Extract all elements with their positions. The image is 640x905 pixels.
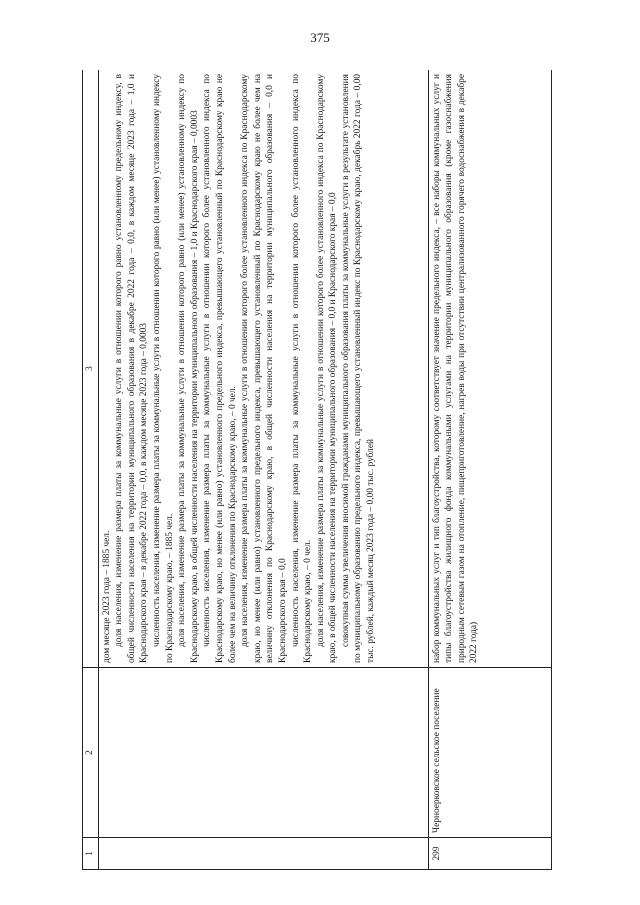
header-col-3: 3 bbox=[83, 70, 99, 668]
indicator-paragraph: дом месяце 2023 года – 1885 чел. bbox=[101, 530, 112, 663]
indicator-paragraph: численность населения, изменение размера платы за коммунальные услуги в отношении которого более установленного индекса по Краснодарскому краю, но менее (или равно) установленного предельного индекса, превышающего установленный по Краснодарскому краю не более чем на величину отклонения по Краснодарскому краю, – 0 чел. bbox=[202, 74, 238, 663]
indicator-paragraph: набор коммунальных услуг и тип благоустройства, которому соответствует значение предельного индекса, – все наборы коммунальных услуг и типы благоустройства жилищного фонда коммунальными услугами на территории муниципального образования (кроме газоснабжения природным сетевым газом на отопление, пищеприготовление, нагрев воды при отсутствии централизованного горячего водоснабжения в декабре 2022 года) bbox=[431, 74, 480, 663]
settlement-name-cell bbox=[98, 668, 428, 838]
indicator-paragraph: совокупная сумма увеличения вносимой гражданами муниципального образования платы за коммунальные услуги в результате установления по муниципальному образованию предельного индекса, превышающего установленный индекс по Краснодарскому краю, декабрь 2022 года – 0,00 тыс. рублей, каждый месяц 2023 года – 0,00 тыс. рублей bbox=[340, 74, 377, 663]
indicator-paragraph: численность населения, изменение размера платы за коммунальные услуги в отношении которого более установленного индекса по Краснодарскому краю, – 0 чел. bbox=[290, 74, 314, 663]
rotated-table-frame bbox=[82, 70, 552, 870]
indicator-cell bbox=[98, 70, 428, 668]
indicator-cell bbox=[428, 70, 551, 668]
header-col-2: 2 bbox=[83, 668, 99, 838]
indicator-paragraph: доля населения, изменение размера платы за коммунальные услуги в отношении которого более установленного индекса по Краснодарскому краю, но менее (или равно) установленного предельного индекса, превышающего установленный по Краснодарскому краю не более чем на величину отклонения по Краснодарскому краю, в общей численности населения на территории муниципального образования – 0,0 и Краснодарского края – 0,0 bbox=[240, 74, 288, 663]
table-row-continuation bbox=[98, 70, 428, 870]
page-number: 375 bbox=[310, 30, 330, 45]
indicator-paragraph: доля населения, изменение размера платы за коммунальные услуги в отношении которого равно установленному предельному индексу, в общей численности населения на территории муниципального образования в декабре 2022 года – 0,0, в каждом месяце 2023 года – 1,0 и Краснодарского края – в декабре 2022 года – 0,0, в каждом месяце 2023 года – 0,0003 bbox=[114, 74, 150, 663]
rotated-table-content bbox=[82, 70, 552, 870]
indicator-paragraph: доля населения, изменение размера платы за коммунальные услуги в отношении которого равно (или менее) установленному индексу по Краснодарскому краю, в общей численности населения на территории муниципального образования – 1,0 и Краснодарского края – 0,0003 bbox=[177, 74, 200, 663]
settlement-name-cell: Черноерковское сельское поселение bbox=[428, 668, 551, 838]
row-number-cell: 299 bbox=[428, 838, 551, 870]
indicator-paragraph: доля населения, изменение размера платы за коммунальные услуги в отношении которого более установленного индекса по Краснодарскому краю, в общей численности населения на территории муниципального образования – 0,0 и Краснодарского края – 0,0 bbox=[315, 74, 339, 663]
header-col-1: 1 bbox=[83, 838, 99, 870]
indicator-paragraph: численность населения, изменение размера платы за коммунальные услуги в отношении которого равно (или менее) установленному индексу по Краснодарскому краю, – 1885 чел. bbox=[151, 74, 175, 663]
header-row bbox=[83, 70, 99, 870]
row-number-cell bbox=[98, 838, 428, 870]
tariff-table bbox=[82, 70, 552, 870]
table-row-299 bbox=[428, 70, 551, 870]
